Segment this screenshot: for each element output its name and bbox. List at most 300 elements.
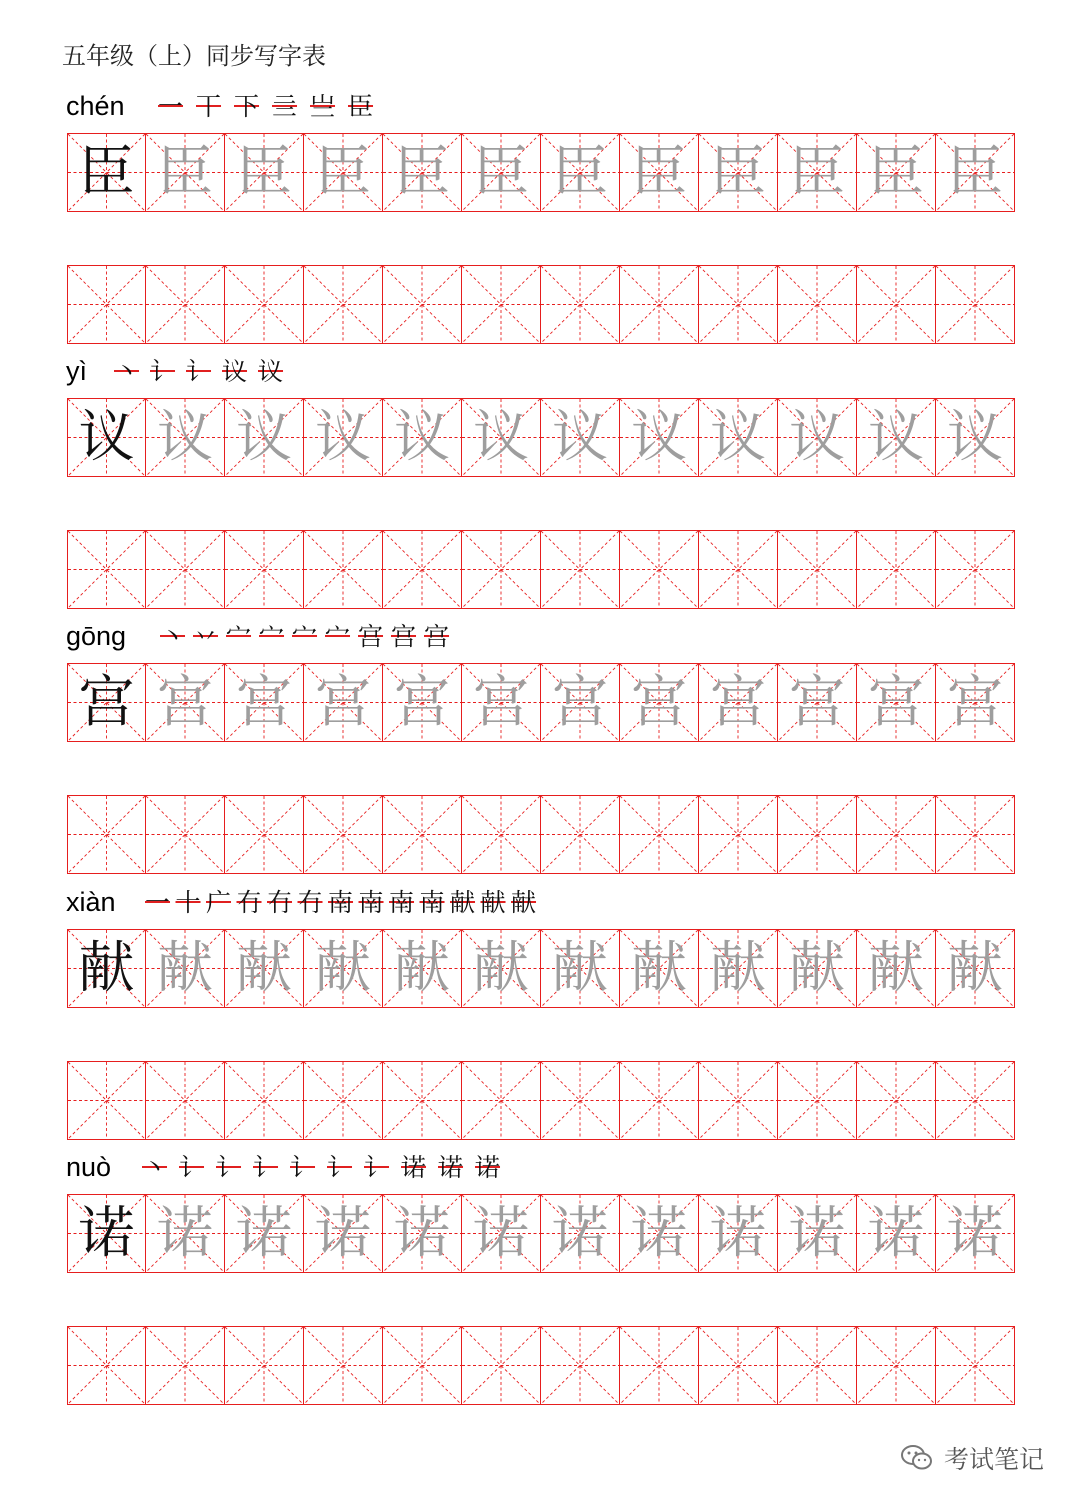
stroke-step: 丶 — [142, 1153, 168, 1182]
trace-cell — [462, 663, 541, 742]
mi-grid-guides — [146, 531, 224, 608]
practice-cell[interactable] — [462, 795, 541, 874]
trace-character: 臣 — [631, 139, 687, 205]
trace-character: 宫 — [868, 669, 924, 735]
stroke-step: 宫 — [424, 622, 450, 651]
trace-cell — [225, 929, 304, 1008]
practice-cell[interactable] — [462, 1326, 541, 1405]
mi-grid-guides — [462, 796, 540, 873]
mi-grid-guides — [778, 266, 856, 343]
trace-character: 宫 — [552, 669, 608, 735]
mi-grid-guides — [68, 266, 145, 343]
practice-cell[interactable] — [699, 1326, 778, 1405]
trace-cell — [304, 1194, 383, 1273]
stroke-step: 讠 — [150, 357, 176, 386]
mi-grid-guides — [304, 531, 382, 608]
trace-character: 议 — [394, 404, 450, 470]
trace-cell — [541, 929, 620, 1008]
mi-grid-guides — [778, 531, 856, 608]
stroke-step: 下 — [234, 92, 260, 121]
mi-grid-guides — [383, 1327, 461, 1404]
stroke-step: 一 — [145, 888, 171, 917]
trace-cell — [936, 398, 1015, 477]
mi-grid-guides — [541, 266, 619, 343]
practice-cell[interactable] — [225, 1061, 304, 1140]
stroke-step: 献 — [480, 888, 506, 917]
tracing-row — [67, 663, 1015, 742]
trace-character: 臣 — [868, 139, 924, 205]
mi-grid-guides — [857, 1327, 935, 1404]
stroke-step: 讠 — [179, 1153, 205, 1182]
trace-character: 宫 — [473, 669, 529, 735]
mi-grid-guides — [225, 531, 303, 608]
trace-cell — [857, 929, 936, 1008]
trace-cell — [936, 929, 1015, 1008]
mi-grid-guides — [620, 531, 698, 608]
practice-cell[interactable] — [383, 795, 462, 874]
mi-grid-guides — [146, 1327, 224, 1404]
trace-cell — [146, 398, 225, 477]
practice-cell[interactable] — [146, 265, 225, 344]
trace-character: 诺 — [157, 1200, 213, 1266]
trace-character: 宫 — [631, 669, 687, 735]
model-cell — [67, 663, 146, 742]
mi-grid-guides — [699, 531, 777, 608]
tracing-row — [67, 398, 1015, 477]
footer-watermark — [900, 1440, 1044, 1476]
stroke-step: 南 — [328, 888, 354, 917]
trace-cell — [857, 398, 936, 477]
trace-character: 诺 — [631, 1200, 687, 1266]
stroke-step: 讠 — [186, 357, 212, 386]
trace-character: 议 — [631, 404, 687, 470]
trace-character: 议 — [315, 404, 371, 470]
trace-character: 议 — [157, 404, 213, 470]
practice-cell[interactable] — [541, 265, 620, 344]
trace-character: 献 — [947, 935, 1003, 1001]
stroke-step: 广 — [206, 888, 232, 917]
trace-cell — [462, 929, 541, 1008]
mi-grid-guides — [857, 531, 935, 608]
mi-grid-guides — [146, 1062, 224, 1139]
mi-grid-guides — [225, 796, 303, 873]
trace-cell — [383, 929, 462, 1008]
mi-grid-guides — [304, 1327, 382, 1404]
trace-character: 臣 — [473, 139, 529, 205]
stroke-step: 丅 — [196, 92, 222, 121]
trace-cell — [936, 133, 1015, 212]
practice-cell[interactable] — [462, 1061, 541, 1140]
trace-cell — [541, 1194, 620, 1273]
mi-grid-guides — [462, 1062, 540, 1139]
stroke-step: 讠 — [253, 1153, 279, 1182]
stroke-step: 宫 — [358, 622, 384, 651]
practice-cell[interactable] — [620, 795, 699, 874]
trace-cell — [541, 663, 620, 742]
mi-grid-guides — [620, 796, 698, 873]
character-block — [0, 1152, 1080, 1423]
mi-grid-guides — [68, 796, 145, 873]
stroke-step: 诺 — [475, 1153, 501, 1182]
trace-cell — [778, 133, 857, 212]
model-cell — [67, 133, 146, 212]
model-character: 诺 — [78, 1200, 135, 1266]
mi-grid-guides — [699, 1062, 777, 1139]
trace-cell — [541, 133, 620, 212]
practice-cell[interactable] — [304, 265, 383, 344]
trace-cell — [146, 929, 225, 1008]
trace-character: 议 — [236, 404, 292, 470]
practice-cell[interactable] — [304, 1061, 383, 1140]
character-block — [0, 621, 1080, 892]
mi-grid-guides — [68, 1327, 145, 1404]
trace-cell — [383, 398, 462, 477]
mi-grid-guides — [304, 796, 382, 873]
character-block — [0, 887, 1080, 1158]
practice-cell[interactable] — [67, 1061, 146, 1140]
practice-cell[interactable] — [699, 530, 778, 609]
mi-grid-guides — [383, 531, 461, 608]
trace-character: 献 — [868, 935, 924, 1001]
mi-grid-guides — [383, 796, 461, 873]
mi-grid-guides — [383, 266, 461, 343]
trace-cell — [699, 929, 778, 1008]
trace-cell — [699, 133, 778, 212]
mi-grid-guides — [857, 1062, 935, 1139]
mi-grid-guides — [699, 796, 777, 873]
trace-character: 臣 — [789, 139, 845, 205]
practice-cell[interactable] — [778, 265, 857, 344]
blank-practice-row — [67, 1061, 1015, 1140]
mi-grid-guides — [541, 531, 619, 608]
stroke-step: 讠 — [290, 1153, 316, 1182]
practice-cell[interactable] — [857, 265, 936, 344]
mi-grid-guides — [620, 266, 698, 343]
trace-cell — [462, 133, 541, 212]
mi-grid-guides — [699, 1327, 777, 1404]
trace-cell — [225, 1194, 304, 1273]
mi-grid-guides — [68, 1062, 145, 1139]
stroke-step: 冇 — [267, 888, 293, 917]
trace-character: 臣 — [315, 139, 371, 205]
trace-cell — [857, 133, 936, 212]
practice-cell[interactable] — [462, 530, 541, 609]
mi-grid-guides — [857, 266, 935, 343]
practice-cell[interactable] — [857, 795, 936, 874]
practice-cell[interactable] — [146, 795, 225, 874]
stroke-step: 冇 — [297, 888, 323, 917]
practice-cell[interactable] — [146, 530, 225, 609]
mi-grid-guides — [936, 1327, 1014, 1404]
trace-cell — [304, 929, 383, 1008]
trace-character: 议 — [789, 404, 845, 470]
stroke-step: 议 — [222, 357, 248, 386]
trace-character: 臣 — [157, 139, 213, 205]
mi-grid-guides — [620, 1327, 698, 1404]
mi-grid-guides — [225, 1327, 303, 1404]
mi-grid-guides — [383, 1062, 461, 1139]
practice-cell[interactable] — [67, 795, 146, 874]
mi-grid-guides — [936, 796, 1014, 873]
mi-grid-guides — [936, 266, 1014, 343]
stroke-step: 丶 — [160, 622, 186, 651]
stroke-step: 宀 — [292, 622, 318, 651]
mi-grid-guides — [620, 1062, 698, 1139]
mi-grid-guides — [146, 796, 224, 873]
practice-cell[interactable] — [620, 1326, 699, 1405]
stroke-step: 亖 — [272, 92, 298, 121]
practice-cell[interactable] — [778, 795, 857, 874]
trace-cell — [462, 1194, 541, 1273]
practice-cell[interactable] — [383, 530, 462, 609]
practice-cell[interactable] — [67, 530, 146, 609]
stroke-step: 讠 — [364, 1153, 390, 1182]
practice-cell[interactable] — [699, 1061, 778, 1140]
stroke-step: 宀 — [226, 622, 252, 651]
mi-grid-guides — [936, 531, 1014, 608]
mi-grid-guides — [857, 796, 935, 873]
trace-cell — [383, 133, 462, 212]
stroke-step: 丶 — [114, 357, 140, 386]
mi-grid-guides — [304, 1062, 382, 1139]
trace-character: 诺 — [710, 1200, 766, 1266]
mi-grid-guides — [225, 1062, 303, 1139]
pinyin-label: gōng — [66, 621, 127, 651]
trace-character: 议 — [947, 404, 1003, 470]
practice-cell[interactable] — [857, 1061, 936, 1140]
mi-grid-guides — [778, 796, 856, 873]
stroke-step: 南 — [419, 888, 445, 917]
trace-character: 献 — [473, 935, 529, 1001]
blank-practice-row — [67, 265, 1015, 344]
stroke-step: 亗 — [310, 92, 336, 121]
mi-grid-guides — [462, 266, 540, 343]
model-cell — [67, 929, 146, 1008]
pinyin-label: chén — [66, 91, 125, 121]
trace-character: 宫 — [236, 669, 292, 735]
practice-cell[interactable] — [857, 530, 936, 609]
practice-cell[interactable] — [541, 530, 620, 609]
trace-character: 臣 — [236, 139, 292, 205]
trace-cell — [620, 398, 699, 477]
stroke-step: 宫 — [391, 622, 417, 651]
trace-cell — [778, 398, 857, 477]
practice-cell[interactable] — [383, 265, 462, 344]
trace-cell — [225, 663, 304, 742]
blank-practice-row — [67, 530, 1015, 609]
stroke-step: 南 — [389, 888, 415, 917]
trace-cell — [304, 133, 383, 212]
trace-character: 议 — [710, 404, 766, 470]
mi-grid-guides — [778, 1062, 856, 1139]
practice-cell[interactable] — [778, 530, 857, 609]
page-title: 五年级（上）同步写字表 — [62, 42, 326, 70]
trace-character: 诺 — [394, 1200, 450, 1266]
blank-practice-row — [67, 1326, 1015, 1405]
stroke-step: 献 — [450, 888, 476, 917]
footer-label: 考试笔记 — [943, 1445, 1044, 1474]
practice-cell[interactable] — [146, 1326, 225, 1405]
trace-cell — [146, 133, 225, 212]
trace-cell — [699, 1194, 778, 1273]
mi-grid-guides — [541, 796, 619, 873]
practice-cell[interactable] — [699, 795, 778, 874]
trace-character: 宫 — [315, 669, 371, 735]
trace-character: 臣 — [552, 139, 608, 205]
stroke-step: 冇 — [236, 888, 262, 917]
practice-cell[interactable] — [857, 1326, 936, 1405]
practice-cell[interactable] — [67, 1326, 146, 1405]
practice-cell[interactable] — [146, 1061, 225, 1140]
trace-character: 议 — [473, 404, 529, 470]
stroke-step: 诺 — [438, 1153, 464, 1182]
trace-cell — [620, 1194, 699, 1273]
trace-character: 献 — [789, 935, 845, 1001]
trace-cell — [857, 663, 936, 742]
practice-cell[interactable] — [304, 795, 383, 874]
stroke-step: 一 — [158, 92, 184, 121]
trace-character: 宫 — [789, 669, 845, 735]
stroke-step: 宀 — [325, 622, 351, 651]
stroke-step: 诺 — [401, 1153, 427, 1182]
practice-cell[interactable] — [67, 265, 146, 344]
tracing-row — [67, 929, 1015, 1008]
stroke-step: 讠 — [216, 1153, 242, 1182]
trace-cell — [225, 398, 304, 477]
wechat-icon — [900, 1443, 934, 1473]
trace-cell — [936, 1194, 1015, 1273]
practice-cell[interactable] — [225, 1326, 304, 1405]
mi-grid-guides — [541, 1327, 619, 1404]
pinyin-label: yì — [66, 356, 88, 386]
trace-character: 献 — [631, 935, 687, 1001]
practice-cell[interactable] — [620, 1061, 699, 1140]
practice-cell[interactable] — [778, 1061, 857, 1140]
trace-cell — [699, 398, 778, 477]
trace-character: 诺 — [236, 1200, 292, 1266]
mi-grid-guides — [304, 266, 382, 343]
pinyin-label: nuò — [66, 1152, 112, 1182]
practice-cell[interactable] — [225, 530, 304, 609]
trace-cell — [936, 663, 1015, 742]
trace-character: 臣 — [710, 139, 766, 205]
stroke-step: 议 — [258, 357, 284, 386]
trace-character: 议 — [868, 404, 924, 470]
practice-cell[interactable] — [936, 795, 1015, 874]
trace-character: 臣 — [394, 139, 450, 205]
trace-character: 臣 — [947, 139, 1003, 205]
practice-cell[interactable] — [936, 265, 1015, 344]
practice-cell[interactable] — [462, 265, 541, 344]
practice-cell[interactable] — [778, 1326, 857, 1405]
practice-cell[interactable] — [541, 795, 620, 874]
practice-cell[interactable] — [620, 530, 699, 609]
trace-character: 诺 — [789, 1200, 845, 1266]
blank-practice-row — [67, 795, 1015, 874]
practice-cell[interactable] — [383, 1326, 462, 1405]
practice-cell[interactable] — [541, 1061, 620, 1140]
trace-character: 献 — [236, 935, 292, 1001]
mi-grid-guides — [146, 266, 224, 343]
stroke-step: 臣 — [348, 92, 374, 121]
tracing-row — [67, 133, 1015, 212]
model-character: 献 — [78, 935, 135, 1001]
trace-cell — [383, 663, 462, 742]
practice-cell[interactable] — [620, 265, 699, 344]
trace-cell — [778, 929, 857, 1008]
trace-cell — [778, 1194, 857, 1273]
practice-cell[interactable] — [304, 530, 383, 609]
trace-cell — [462, 398, 541, 477]
model-character: 臣 — [78, 139, 135, 205]
pinyin-label: xiàn — [66, 887, 116, 917]
trace-character: 宫 — [947, 669, 1003, 735]
mi-grid-guides — [462, 1327, 540, 1404]
practice-cell[interactable] — [304, 1326, 383, 1405]
mi-grid-guides — [699, 266, 777, 343]
practice-cell[interactable] — [541, 1326, 620, 1405]
character-block — [0, 91, 1080, 362]
stroke-step: 讠 — [327, 1153, 353, 1182]
trace-character: 诺 — [473, 1200, 529, 1266]
model-cell — [67, 1194, 146, 1273]
character-block — [0, 356, 1080, 627]
mi-grid-guides — [936, 1062, 1014, 1139]
trace-cell — [304, 398, 383, 477]
trace-character: 宫 — [394, 669, 450, 735]
trace-cell — [146, 1194, 225, 1273]
practice-cell[interactable] — [225, 795, 304, 874]
practice-cell[interactable] — [936, 1061, 1015, 1140]
trace-character: 议 — [552, 404, 608, 470]
practice-cell[interactable] — [936, 1326, 1015, 1405]
trace-character: 诺 — [315, 1200, 371, 1266]
practice-cell[interactable] — [699, 265, 778, 344]
practice-cell[interactable] — [383, 1061, 462, 1140]
model-character: 宫 — [78, 669, 135, 735]
trace-character: 诺 — [868, 1200, 924, 1266]
trace-cell — [541, 398, 620, 477]
trace-character: 宫 — [157, 669, 213, 735]
trace-cell — [778, 663, 857, 742]
trace-character: 献 — [157, 935, 213, 1001]
mi-grid-guides — [462, 531, 540, 608]
trace-character: 献 — [315, 935, 371, 1001]
trace-cell — [146, 663, 225, 742]
tracing-row — [67, 1194, 1015, 1273]
practice-cell[interactable] — [225, 265, 304, 344]
trace-cell — [383, 1194, 462, 1273]
stroke-step: 十 — [175, 888, 201, 917]
model-cell — [67, 398, 146, 477]
stroke-step: 南 — [358, 888, 384, 917]
practice-cell[interactable] — [936, 530, 1015, 609]
stroke-step: 丷 — [193, 622, 219, 651]
trace-character: 献 — [394, 935, 450, 1001]
trace-cell — [620, 133, 699, 212]
trace-character: 诺 — [552, 1200, 608, 1266]
stroke-step: 献 — [511, 888, 537, 917]
trace-cell — [620, 663, 699, 742]
mi-grid-guides — [778, 1327, 856, 1404]
trace-character: 献 — [710, 935, 766, 1001]
mi-grid-guides — [541, 1062, 619, 1139]
trace-cell — [225, 133, 304, 212]
trace-character: 宫 — [710, 669, 766, 735]
trace-character: 献 — [552, 935, 608, 1001]
mi-grid-guides — [68, 531, 145, 608]
model-character: 议 — [78, 404, 135, 470]
